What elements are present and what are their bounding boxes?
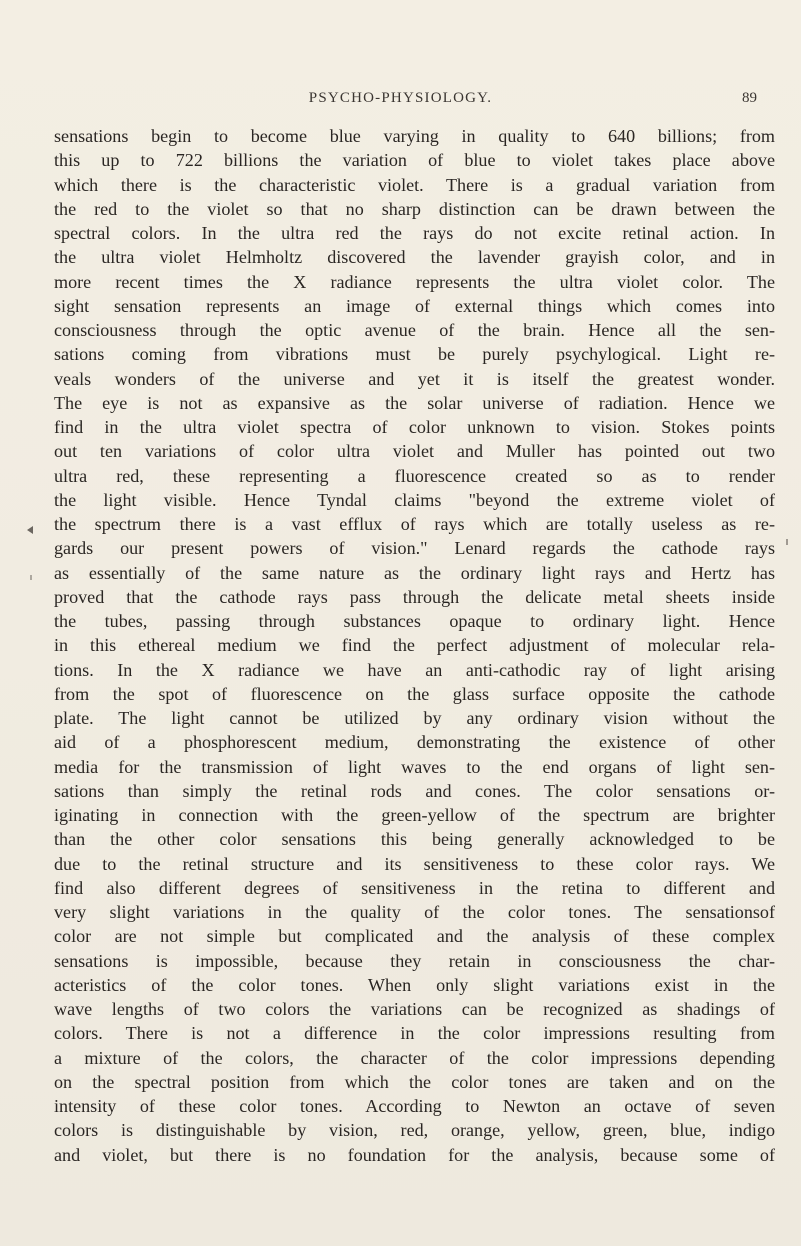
text-line: the spectrum there is a vast efflux of rays which are totally useless as re- [54,514,775,534]
text-line: and violet, but there is no foundation for the analysis, because some of [54,1144,775,1165]
text-line: sensations begin to become blue varying in quality to 640 billions; from [54,126,775,146]
text-line: which there is the characteristic violet. There is a gradual variation from [54,174,775,195]
text-line: on the spectral position from which the color tones are taken and on the [54,1071,775,1092]
text-line: from the spot of fluorescence on the glass surface opposite the cathode [54,683,775,704]
text-line: in this ethereal medium we find the perfect adjustment of molecular rela- [54,635,775,656]
running-head [0,88,801,108]
text-line: spectral colors. In the ultra red the rays do not excite retinal action. In [54,223,775,243]
text-line: consciousness through the optic avenue of the brain. Hence all the sen- [54,320,775,340]
text-line: find in the ultra violet spectra of color unknown to vision. Stokes points [54,417,775,437]
text-line: color are not simple but complicated and the analysis of these complex [54,926,775,947]
text-line: iginating in connection with the green-yellow of the spectrum are brighter [54,805,775,825]
text-line: out ten variations of color ultra violet and Muller has pointed out two [54,441,775,462]
text-line: intensity of these color tones. According to Newton an octave of seven [54,1096,775,1116]
text-line: the tubes, passing through substances opaque to ordinary light. Hence [54,611,775,631]
text-line: gards our present powers of vision." Lenard regards the cathode rays [54,538,775,559]
text-line: sations coming from vibrations must be purely psychylogical. Light re- [54,344,775,365]
running-title: PSYCHO-PHYSIOLOGY. [308,90,493,106]
text-line: colors is distinguishable by vision, red, orange, yellow, green, blue, indigo [54,1120,775,1141]
text-line: ultra red, these representing a fluorescence created so as to render [54,465,775,486]
text-line: find also different degrees of sensitiveness in the retina to different and [54,877,775,898]
text-line: more recent times the X radiance represents the ultra violet color. The [54,271,775,292]
text-line: due to the retinal structure and its sensitiveness to these color rays. We [54,853,775,874]
text-line: acteristics of the color tones. When only slight variations exist in the [54,974,775,995]
text-line: aid of a phosphorescent medium, demonstrating the existence of other [54,732,775,753]
text-line: wave lengths of two colors the variations can be recognized as shadings of [54,999,775,1019]
margin-mark [27,526,33,534]
text-line: media for the transmission of light waves to the end organs of light sen- [54,756,775,777]
text-line: proved that the cathode rays pass through the delicate metal sheets inside [54,586,775,607]
text-line: the ultra violet Helmholtz discovered the lavender grayish color, and in [54,247,775,268]
text-line: a mixture of the colors, the character of the color impressions depending [54,1047,775,1068]
page-number: 89 [742,90,757,106]
text-line: as essentially of the same nature as the ordinary light rays and Hertz has [54,562,775,583]
text-line: The eye is not as expansive as the solar universe of radiation. Hence we [54,392,775,413]
text-line: than the other color sensations this being generally acknowledged to be [54,829,775,850]
text-line: very slight variations in the quality of the color tones. The sensationsof [54,902,775,922]
text-line: this up to 722 billions the variation of blue to violet takes place above [54,150,775,171]
margin-speck [30,575,32,580]
text-line: colors. There is not a difference in the color impressions resulting from [54,1023,775,1044]
body-text [54,124,775,1167]
text-line: veals wonders of the universe and yet it is itself the greatest wonder. [54,368,775,389]
text-line: sensations is impossible, because they retain in consciousness the char- [54,950,775,971]
text-line: the light visible. Hence Tyndal claims "beyond the extreme violet of [54,489,775,510]
text-line: sations than simply the retinal rods and cones. The color sensations or- [54,780,775,801]
margin-speck [786,539,788,545]
text-line: tions. In the X radiance we have an anti-cathodic ray of light arising [54,659,775,680]
text-line: plate. The light cannot be utilized by any ordinary vision without the [54,708,775,728]
text-line: sight sensation represents an image of external things which comes into [54,295,775,316]
text-line: the red to the violet so that no sharp distinction can be drawn between the [54,198,775,219]
